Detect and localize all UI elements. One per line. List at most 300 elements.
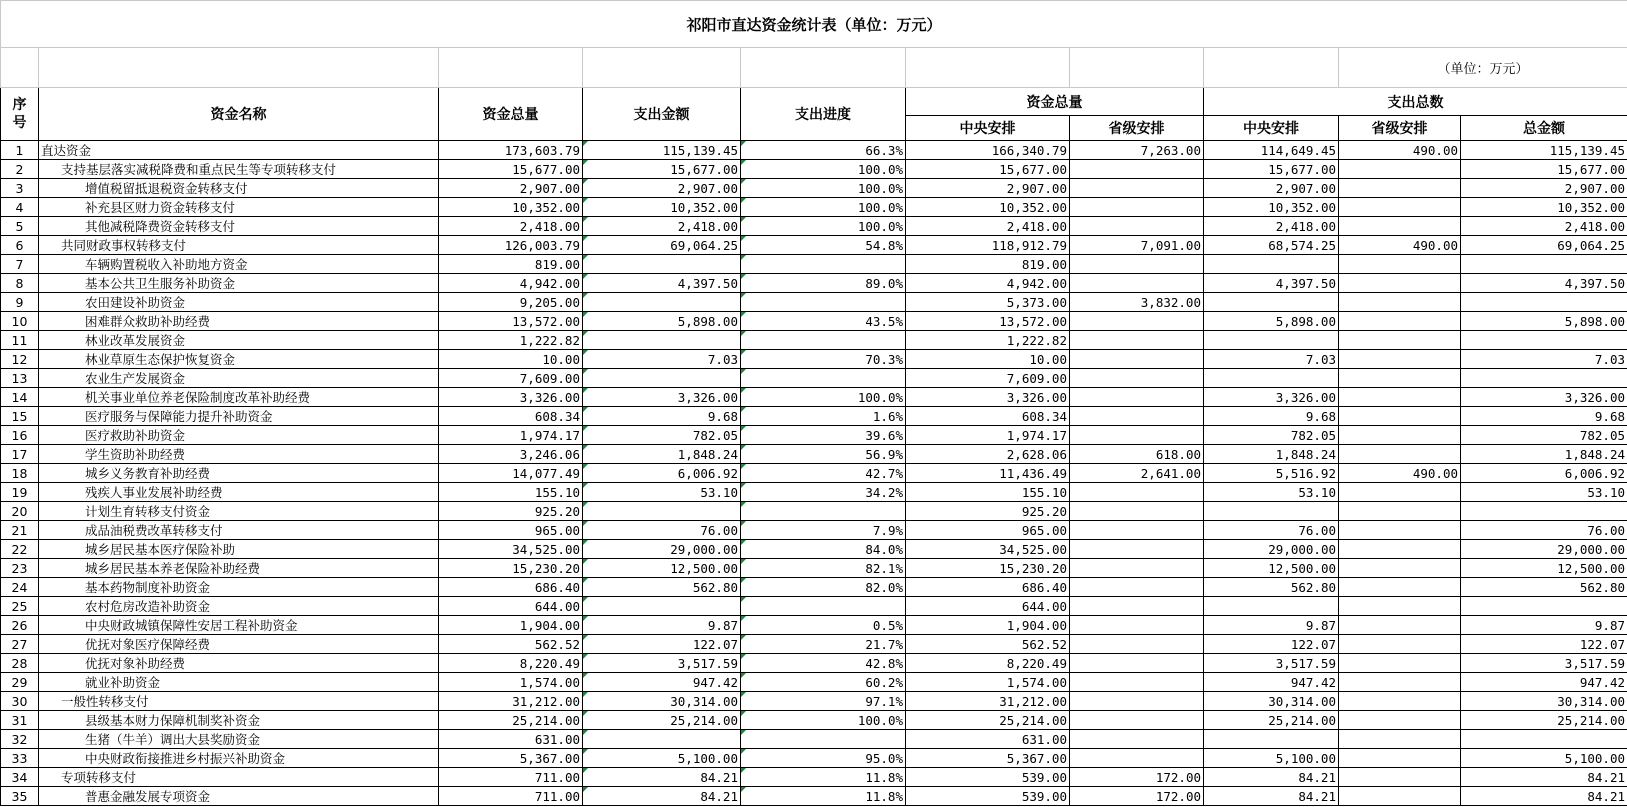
row-spent-cell[interactable]: 6,006.92 <box>583 464 741 483</box>
header-spend-provincial[interactable]: 省级安排 <box>1339 116 1461 141</box>
row-spent-cell[interactable]: 122.07 <box>583 635 741 654</box>
row-spend-provincial-cell[interactable] <box>1339 407 1461 426</box>
row-spend-central-cell[interactable]: 5,898.00 <box>1204 312 1339 331</box>
row-central-cell[interactable]: 5,367.00 <box>906 749 1070 768</box>
row-provincial-cell[interactable]: 172.00 <box>1070 768 1204 787</box>
row-spend-central-cell[interactable]: 562.80 <box>1204 578 1339 597</box>
row-progress-cell[interactable]: 7.9% <box>741 521 906 540</box>
row-central-cell[interactable]: 34,525.00 <box>906 540 1070 559</box>
row-name-cell[interactable]: 车辆购置税收入补助地方资金 <box>39 255 439 274</box>
row-name-cell[interactable]: 医疗救助补助资金 <box>39 426 439 445</box>
row-provincial-cell[interactable] <box>1070 483 1204 502</box>
row-spend-central-cell[interactable] <box>1204 369 1339 388</box>
row-central-cell[interactable]: 644.00 <box>906 597 1070 616</box>
row-progress-cell[interactable] <box>741 293 906 312</box>
row-progress-cell[interactable]: 100.0% <box>741 217 906 236</box>
row-spend-total-cell[interactable]: 15,677.00 <box>1461 160 1627 179</box>
row-central-cell[interactable]: 539.00 <box>906 768 1070 787</box>
row-total-cell[interactable]: 1,574.00 <box>439 673 583 692</box>
row-spend-central-cell[interactable]: 114,649.45 <box>1204 141 1339 160</box>
row-seq-cell[interactable]: 30 <box>1 692 39 711</box>
row-spend-total-cell[interactable]: 5,898.00 <box>1461 312 1627 331</box>
row-spend-provincial-cell[interactable] <box>1339 198 1461 217</box>
row-spend-provincial-cell[interactable] <box>1339 255 1461 274</box>
row-total-cell[interactable]: 2,418.00 <box>439 217 583 236</box>
row-spend-central-cell[interactable]: 3,326.00 <box>1204 388 1339 407</box>
row-spend-provincial-cell[interactable] <box>1339 274 1461 293</box>
row-spend-total-cell[interactable]: 6,006.92 <box>1461 464 1627 483</box>
row-provincial-cell[interactable] <box>1070 255 1204 274</box>
row-seq-cell[interactable]: 19 <box>1 483 39 502</box>
row-spend-total-cell[interactable] <box>1461 597 1627 616</box>
row-spend-central-cell[interactable]: 3,517.59 <box>1204 654 1339 673</box>
row-spent-cell[interactable]: 1,848.24 <box>583 445 741 464</box>
row-spend-total-cell[interactable]: 76.00 <box>1461 521 1627 540</box>
row-spent-cell[interactable]: 2,418.00 <box>583 217 741 236</box>
row-central-cell[interactable]: 25,214.00 <box>906 711 1070 730</box>
row-progress-cell[interactable]: 34.2% <box>741 483 906 502</box>
row-total-cell[interactable]: 15,677.00 <box>439 160 583 179</box>
row-progress-cell[interactable]: 11.8% <box>741 768 906 787</box>
sheet-title[interactable]: 祁阳市直达资金统计表（单位：万元） <box>1 1 1627 48</box>
row-total-cell[interactable]: 13,572.00 <box>439 312 583 331</box>
row-spend-central-cell[interactable]: 2,907.00 <box>1204 179 1339 198</box>
row-provincial-cell[interactable] <box>1070 369 1204 388</box>
row-spent-cell[interactable]: 2,907.00 <box>583 179 741 198</box>
row-spend-central-cell[interactable]: 68,574.25 <box>1204 236 1339 255</box>
row-spend-central-cell[interactable]: 4,397.50 <box>1204 274 1339 293</box>
row-provincial-cell[interactable] <box>1070 274 1204 293</box>
row-spend-provincial-cell[interactable] <box>1339 350 1461 369</box>
row-spend-provincial-cell[interactable] <box>1339 597 1461 616</box>
row-seq-cell[interactable]: 20 <box>1 502 39 521</box>
row-central-cell[interactable]: 8,220.49 <box>906 654 1070 673</box>
row-name-cell[interactable]: 农村危房改造补助资金 <box>39 597 439 616</box>
row-seq-cell[interactable]: 32 <box>1 730 39 749</box>
row-spent-cell[interactable]: 69,064.25 <box>583 236 741 255</box>
row-spent-cell[interactable]: 30,314.00 <box>583 692 741 711</box>
row-progress-cell[interactable]: 11.8% <box>741 787 906 806</box>
row-spend-central-cell[interactable]: 12,500.00 <box>1204 559 1339 578</box>
row-name-cell[interactable]: 直达资金 <box>39 141 439 160</box>
row-total-cell[interactable]: 644.00 <box>439 597 583 616</box>
row-progress-cell[interactable] <box>741 255 906 274</box>
row-name-cell[interactable]: 基本公共卫生服务补助资金 <box>39 274 439 293</box>
row-total-cell[interactable]: 965.00 <box>439 521 583 540</box>
row-spend-central-cell[interactable]: 9.68 <box>1204 407 1339 426</box>
row-total-cell[interactable]: 7,609.00 <box>439 369 583 388</box>
row-central-cell[interactable]: 2,907.00 <box>906 179 1070 198</box>
row-total-cell[interactable]: 1,904.00 <box>439 616 583 635</box>
row-central-cell[interactable]: 118,912.79 <box>906 236 1070 255</box>
row-spend-total-cell[interactable]: 3,326.00 <box>1461 388 1627 407</box>
row-progress-cell[interactable]: 21.7% <box>741 635 906 654</box>
row-spent-cell[interactable] <box>583 730 741 749</box>
row-spent-cell[interactable]: 84.21 <box>583 768 741 787</box>
header-provincial[interactable]: 省级安排 <box>1070 116 1204 141</box>
blank-cell[interactable] <box>906 48 1070 88</box>
row-seq-cell[interactable]: 28 <box>1 654 39 673</box>
header-grand-total[interactable]: 总金额 <box>1461 116 1627 141</box>
row-spent-cell[interactable]: 115,139.45 <box>583 141 741 160</box>
row-provincial-cell[interactable]: 2,641.00 <box>1070 464 1204 483</box>
row-seq-cell[interactable]: 6 <box>1 236 39 255</box>
row-total-cell[interactable]: 155.10 <box>439 483 583 502</box>
row-spend-provincial-cell[interactable] <box>1339 692 1461 711</box>
row-seq-cell[interactable]: 27 <box>1 635 39 654</box>
row-seq-cell[interactable]: 9 <box>1 293 39 312</box>
row-central-cell[interactable]: 965.00 <box>906 521 1070 540</box>
row-spend-provincial-cell[interactable] <box>1339 160 1461 179</box>
row-name-cell[interactable]: 城乡居民基本养老保险补助经费 <box>39 559 439 578</box>
row-spend-central-cell[interactable]: 2,418.00 <box>1204 217 1339 236</box>
row-name-cell[interactable]: 城乡义务教育补助经费 <box>39 464 439 483</box>
row-spend-total-cell[interactable]: 115,139.45 <box>1461 141 1627 160</box>
row-seq-cell[interactable]: 26 <box>1 616 39 635</box>
row-central-cell[interactable]: 631.00 <box>906 730 1070 749</box>
row-central-cell[interactable]: 15,677.00 <box>906 160 1070 179</box>
row-spend-central-cell[interactable] <box>1204 255 1339 274</box>
blank-cell[interactable] <box>1204 48 1339 88</box>
row-progress-cell[interactable]: 100.0% <box>741 388 906 407</box>
row-total-cell[interactable]: 9,205.00 <box>439 293 583 312</box>
row-seq-cell[interactable]: 7 <box>1 255 39 274</box>
row-spend-total-cell[interactable]: 947.42 <box>1461 673 1627 692</box>
row-spend-central-cell[interactable] <box>1204 293 1339 312</box>
row-seq-cell[interactable]: 10 <box>1 312 39 331</box>
row-total-cell[interactable]: 126,003.79 <box>439 236 583 255</box>
row-total-cell[interactable]: 562.52 <box>439 635 583 654</box>
header-progress[interactable]: 支出进度 <box>741 88 906 141</box>
row-total-cell[interactable]: 5,367.00 <box>439 749 583 768</box>
row-central-cell[interactable]: 155.10 <box>906 483 1070 502</box>
row-central-cell[interactable]: 686.40 <box>906 578 1070 597</box>
row-seq-cell[interactable]: 3 <box>1 179 39 198</box>
row-central-cell[interactable]: 539.00 <box>906 787 1070 806</box>
row-progress-cell[interactable]: 95.0% <box>741 749 906 768</box>
row-spend-total-cell[interactable]: 25,214.00 <box>1461 711 1627 730</box>
row-progress-cell[interactable]: 100.0% <box>741 160 906 179</box>
row-total-cell[interactable]: 711.00 <box>439 787 583 806</box>
row-total-cell[interactable]: 10,352.00 <box>439 198 583 217</box>
row-spent-cell[interactable]: 947.42 <box>583 673 741 692</box>
row-spend-total-cell[interactable]: 53.10 <box>1461 483 1627 502</box>
row-central-cell[interactable]: 10,352.00 <box>906 198 1070 217</box>
row-provincial-cell[interactable] <box>1070 331 1204 350</box>
row-progress-cell[interactable]: 43.5% <box>741 312 906 331</box>
row-spend-provincial-cell[interactable] <box>1339 654 1461 673</box>
row-provincial-cell[interactable] <box>1070 559 1204 578</box>
row-spend-provincial-cell[interactable] <box>1339 445 1461 464</box>
row-provincial-cell[interactable] <box>1070 749 1204 768</box>
row-progress-cell[interactable] <box>741 597 906 616</box>
row-spend-central-cell[interactable] <box>1204 597 1339 616</box>
row-spent-cell[interactable]: 4,397.50 <box>583 274 741 293</box>
header-seq[interactable]: 序号 <box>1 88 39 141</box>
row-name-cell[interactable]: 支持基层落实减税降费和重点民生等专项转移支付 <box>39 160 439 179</box>
row-spent-cell[interactable]: 76.00 <box>583 521 741 540</box>
row-total-cell[interactable]: 1,222.82 <box>439 331 583 350</box>
row-seq-cell[interactable]: 21 <box>1 521 39 540</box>
row-spend-provincial-cell[interactable] <box>1339 312 1461 331</box>
row-name-cell[interactable]: 农业生产发展资金 <box>39 369 439 388</box>
row-progress-cell[interactable]: 1.6% <box>741 407 906 426</box>
row-spent-cell[interactable]: 10,352.00 <box>583 198 741 217</box>
row-spend-total-cell[interactable]: 1,848.24 <box>1461 445 1627 464</box>
row-spend-central-cell[interactable]: 5,100.00 <box>1204 749 1339 768</box>
row-provincial-cell[interactable] <box>1070 730 1204 749</box>
row-spent-cell[interactable]: 53.10 <box>583 483 741 502</box>
row-total-cell[interactable]: 3,326.00 <box>439 388 583 407</box>
row-seq-cell[interactable]: 12 <box>1 350 39 369</box>
row-spent-cell[interactable]: 12,500.00 <box>583 559 741 578</box>
row-name-cell[interactable]: 生猪（牛羊）调出大县奖励资金 <box>39 730 439 749</box>
row-seq-cell[interactable]: 31 <box>1 711 39 730</box>
row-spend-total-cell[interactable] <box>1461 502 1627 521</box>
row-provincial-cell[interactable] <box>1070 160 1204 179</box>
row-spend-central-cell[interactable]: 9.87 <box>1204 616 1339 635</box>
row-spend-provincial-cell[interactable] <box>1339 369 1461 388</box>
row-progress-cell[interactable]: 39.6% <box>741 426 906 445</box>
row-spend-central-cell[interactable]: 782.05 <box>1204 426 1339 445</box>
row-spend-total-cell[interactable]: 9.87 <box>1461 616 1627 635</box>
row-name-cell[interactable]: 优抚对象补助经费 <box>39 654 439 673</box>
row-spend-central-cell[interactable] <box>1204 502 1339 521</box>
row-progress-cell[interactable]: 0.5% <box>741 616 906 635</box>
row-provincial-cell[interactable] <box>1070 692 1204 711</box>
row-progress-cell[interactable] <box>741 730 906 749</box>
row-provincial-cell[interactable] <box>1070 198 1204 217</box>
row-spend-total-cell[interactable]: 782.05 <box>1461 426 1627 445</box>
row-spent-cell[interactable] <box>583 369 741 388</box>
row-name-cell[interactable]: 学生资助补助经费 <box>39 445 439 464</box>
row-name-cell[interactable]: 林业改革发展资金 <box>39 331 439 350</box>
row-total-cell[interactable]: 31,212.00 <box>439 692 583 711</box>
row-spend-central-cell[interactable]: 30,314.00 <box>1204 692 1339 711</box>
row-spent-cell[interactable]: 84.21 <box>583 787 741 806</box>
row-total-cell[interactable]: 925.20 <box>439 502 583 521</box>
row-spend-provincial-cell[interactable] <box>1339 502 1461 521</box>
row-spend-central-cell[interactable]: 29,000.00 <box>1204 540 1339 559</box>
row-central-cell[interactable]: 31,212.00 <box>906 692 1070 711</box>
row-spend-provincial-cell[interactable] <box>1339 578 1461 597</box>
row-central-cell[interactable]: 819.00 <box>906 255 1070 274</box>
row-spend-central-cell[interactable]: 5,516.92 <box>1204 464 1339 483</box>
row-spent-cell[interactable]: 25,214.00 <box>583 711 741 730</box>
row-total-cell[interactable]: 25,214.00 <box>439 711 583 730</box>
row-spend-central-cell[interactable] <box>1204 331 1339 350</box>
row-spend-central-cell[interactable] <box>1204 730 1339 749</box>
row-total-cell[interactable]: 173,603.79 <box>439 141 583 160</box>
row-seq-cell[interactable]: 16 <box>1 426 39 445</box>
row-spend-provincial-cell[interactable] <box>1339 749 1461 768</box>
row-name-cell[interactable]: 城乡居民基本医疗保险补助 <box>39 540 439 559</box>
row-spend-central-cell[interactable]: 15,677.00 <box>1204 160 1339 179</box>
row-spent-cell[interactable]: 15,677.00 <box>583 160 741 179</box>
row-spend-total-cell[interactable]: 5,100.00 <box>1461 749 1627 768</box>
row-central-cell[interactable]: 166,340.79 <box>906 141 1070 160</box>
row-total-cell[interactable]: 34,525.00 <box>439 540 583 559</box>
row-provincial-cell[interactable] <box>1070 502 1204 521</box>
row-seq-cell[interactable]: 4 <box>1 198 39 217</box>
row-spend-total-cell[interactable]: 7.03 <box>1461 350 1627 369</box>
row-seq-cell[interactable]: 29 <box>1 673 39 692</box>
row-progress-cell[interactable]: 56.9% <box>741 445 906 464</box>
row-provincial-cell[interactable] <box>1070 426 1204 445</box>
row-provincial-cell[interactable] <box>1070 407 1204 426</box>
row-provincial-cell[interactable]: 7,263.00 <box>1070 141 1204 160</box>
row-spend-total-cell[interactable] <box>1461 730 1627 749</box>
row-provincial-cell[interactable] <box>1070 350 1204 369</box>
row-provincial-cell[interactable] <box>1070 673 1204 692</box>
row-total-cell[interactable]: 10.00 <box>439 350 583 369</box>
row-spent-cell[interactable]: 7.03 <box>583 350 741 369</box>
row-provincial-cell[interactable] <box>1070 217 1204 236</box>
blank-cell[interactable] <box>439 48 583 88</box>
row-seq-cell[interactable]: 13 <box>1 369 39 388</box>
row-name-cell[interactable]: 医疗服务与保障能力提升补助资金 <box>39 407 439 426</box>
row-seq-cell[interactable]: 2 <box>1 160 39 179</box>
row-spend-central-cell[interactable]: 53.10 <box>1204 483 1339 502</box>
row-seq-cell[interactable]: 34 <box>1 768 39 787</box>
row-name-cell[interactable]: 普惠金融发展专项资金 <box>39 787 439 806</box>
row-total-cell[interactable]: 631.00 <box>439 730 583 749</box>
row-seq-cell[interactable]: 17 <box>1 445 39 464</box>
row-spent-cell[interactable]: 782.05 <box>583 426 741 445</box>
row-seq-cell[interactable]: 33 <box>1 749 39 768</box>
row-spend-central-cell[interactable]: 25,214.00 <box>1204 711 1339 730</box>
row-total-cell[interactable]: 686.40 <box>439 578 583 597</box>
row-spent-cell[interactable] <box>583 255 741 274</box>
unit-label[interactable]: （单位：万元） <box>1339 48 1627 88</box>
row-seq-cell[interactable]: 35 <box>1 787 39 806</box>
row-spend-total-cell[interactable]: 69,064.25 <box>1461 236 1627 255</box>
blank-cell[interactable] <box>1070 48 1204 88</box>
row-provincial-cell[interactable]: 7,091.00 <box>1070 236 1204 255</box>
row-progress-cell[interactable]: 82.0% <box>741 578 906 597</box>
row-spent-cell[interactable] <box>583 331 741 350</box>
row-spend-provincial-cell[interactable] <box>1339 559 1461 578</box>
row-central-cell[interactable]: 562.52 <box>906 635 1070 654</box>
row-spend-provincial-cell[interactable] <box>1339 179 1461 198</box>
row-spent-cell[interactable]: 9.87 <box>583 616 741 635</box>
row-progress-cell[interactable]: 42.8% <box>741 654 906 673</box>
row-total-cell[interactable]: 4,942.00 <box>439 274 583 293</box>
row-name-cell[interactable]: 共同财政事权转移支付 <box>39 236 439 255</box>
row-spend-central-cell[interactable]: 122.07 <box>1204 635 1339 654</box>
row-central-cell[interactable]: 1,974.17 <box>906 426 1070 445</box>
row-central-cell[interactable]: 11,436.49 <box>906 464 1070 483</box>
row-spend-provincial-cell[interactable] <box>1339 768 1461 787</box>
header-fund-total-group[interactable]: 资金总量 <box>906 88 1204 116</box>
row-central-cell[interactable]: 1,904.00 <box>906 616 1070 635</box>
row-seq-cell[interactable]: 22 <box>1 540 39 559</box>
row-name-cell[interactable]: 就业补助资金 <box>39 673 439 692</box>
row-seq-cell[interactable]: 25 <box>1 597 39 616</box>
row-central-cell[interactable]: 7,609.00 <box>906 369 1070 388</box>
row-spend-total-cell[interactable]: 10,352.00 <box>1461 198 1627 217</box>
row-central-cell[interactable]: 15,230.20 <box>906 559 1070 578</box>
blank-cell[interactable] <box>583 48 741 88</box>
row-spent-cell[interactable]: 3,326.00 <box>583 388 741 407</box>
row-spend-total-cell[interactable]: 84.21 <box>1461 787 1627 806</box>
row-name-cell[interactable]: 中央财政城镇保障性安居工程补助资金 <box>39 616 439 635</box>
row-provincial-cell[interactable] <box>1070 578 1204 597</box>
row-spend-total-cell[interactable]: 2,907.00 <box>1461 179 1627 198</box>
header-spend-total-group[interactable]: 支出总数 <box>1204 88 1627 116</box>
row-central-cell[interactable]: 1,222.82 <box>906 331 1070 350</box>
row-seq-cell[interactable]: 14 <box>1 388 39 407</box>
row-seq-cell[interactable]: 5 <box>1 217 39 236</box>
row-spend-central-cell[interactable]: 84.21 <box>1204 768 1339 787</box>
row-spend-total-cell[interactable] <box>1461 331 1627 350</box>
row-spend-central-cell[interactable]: 947.42 <box>1204 673 1339 692</box>
row-central-cell[interactable]: 5,373.00 <box>906 293 1070 312</box>
row-spend-provincial-cell[interactable] <box>1339 635 1461 654</box>
header-spent[interactable]: 支出金额 <box>583 88 741 141</box>
row-name-cell[interactable]: 计划生育转移支付资金 <box>39 502 439 521</box>
row-spent-cell[interactable] <box>583 597 741 616</box>
row-progress-cell[interactable]: 66.3% <box>741 141 906 160</box>
row-progress-cell[interactable]: 82.1% <box>741 559 906 578</box>
row-name-cell[interactable]: 增值税留抵退税资金转移支付 <box>39 179 439 198</box>
row-spend-central-cell[interactable]: 7.03 <box>1204 350 1339 369</box>
blank-cell[interactable] <box>39 48 439 88</box>
row-name-cell[interactable]: 林业草原生态保护恢复资金 <box>39 350 439 369</box>
row-spend-central-cell[interactable]: 76.00 <box>1204 521 1339 540</box>
row-progress-cell[interactable]: 100.0% <box>741 711 906 730</box>
row-spent-cell[interactable]: 3,517.59 <box>583 654 741 673</box>
row-provincial-cell[interactable] <box>1070 654 1204 673</box>
row-progress-cell[interactable] <box>741 369 906 388</box>
row-spend-provincial-cell[interactable] <box>1339 388 1461 407</box>
row-progress-cell[interactable]: 54.8% <box>741 236 906 255</box>
row-provincial-cell[interactable]: 3,832.00 <box>1070 293 1204 312</box>
row-progress-cell[interactable]: 84.0% <box>741 540 906 559</box>
row-provincial-cell[interactable] <box>1070 540 1204 559</box>
row-total-cell[interactable]: 14,077.49 <box>439 464 583 483</box>
row-total-cell[interactable]: 1,974.17 <box>439 426 583 445</box>
row-provincial-cell[interactable] <box>1070 711 1204 730</box>
row-progress-cell[interactable] <box>741 331 906 350</box>
row-spend-provincial-cell[interactable] <box>1339 521 1461 540</box>
row-spend-provincial-cell[interactable] <box>1339 540 1461 559</box>
row-name-cell[interactable]: 其他减税降费资金转移支付 <box>39 217 439 236</box>
row-spent-cell[interactable]: 5,100.00 <box>583 749 741 768</box>
row-name-cell[interactable]: 成品油税费改革转移支付 <box>39 521 439 540</box>
blank-cell[interactable] <box>741 48 906 88</box>
row-spend-total-cell[interactable]: 3,517.59 <box>1461 654 1627 673</box>
row-progress-cell[interactable]: 97.1% <box>741 692 906 711</box>
row-spend-total-cell[interactable]: 84.21 <box>1461 768 1627 787</box>
row-spend-provincial-cell[interactable] <box>1339 483 1461 502</box>
row-seq-cell[interactable]: 24 <box>1 578 39 597</box>
row-provincial-cell[interactable]: 618.00 <box>1070 445 1204 464</box>
row-spent-cell[interactable]: 562.80 <box>583 578 741 597</box>
row-provincial-cell[interactable] <box>1070 635 1204 654</box>
row-seq-cell[interactable]: 1 <box>1 141 39 160</box>
row-spent-cell[interactable]: 29,000.00 <box>583 540 741 559</box>
row-central-cell[interactable]: 1,574.00 <box>906 673 1070 692</box>
row-central-cell[interactable]: 925.20 <box>906 502 1070 521</box>
row-name-cell[interactable]: 县级基本财力保障机制奖补资金 <box>39 711 439 730</box>
row-spend-total-cell[interactable] <box>1461 369 1627 388</box>
row-name-cell[interactable]: 机关事业单位养老保险制度改革补助经费 <box>39 388 439 407</box>
row-spend-total-cell[interactable] <box>1461 293 1627 312</box>
row-name-cell[interactable]: 困难群众救助补助经费 <box>39 312 439 331</box>
row-name-cell[interactable]: 基本药物制度补助资金 <box>39 578 439 597</box>
row-progress-cell[interactable]: 42.7% <box>741 464 906 483</box>
